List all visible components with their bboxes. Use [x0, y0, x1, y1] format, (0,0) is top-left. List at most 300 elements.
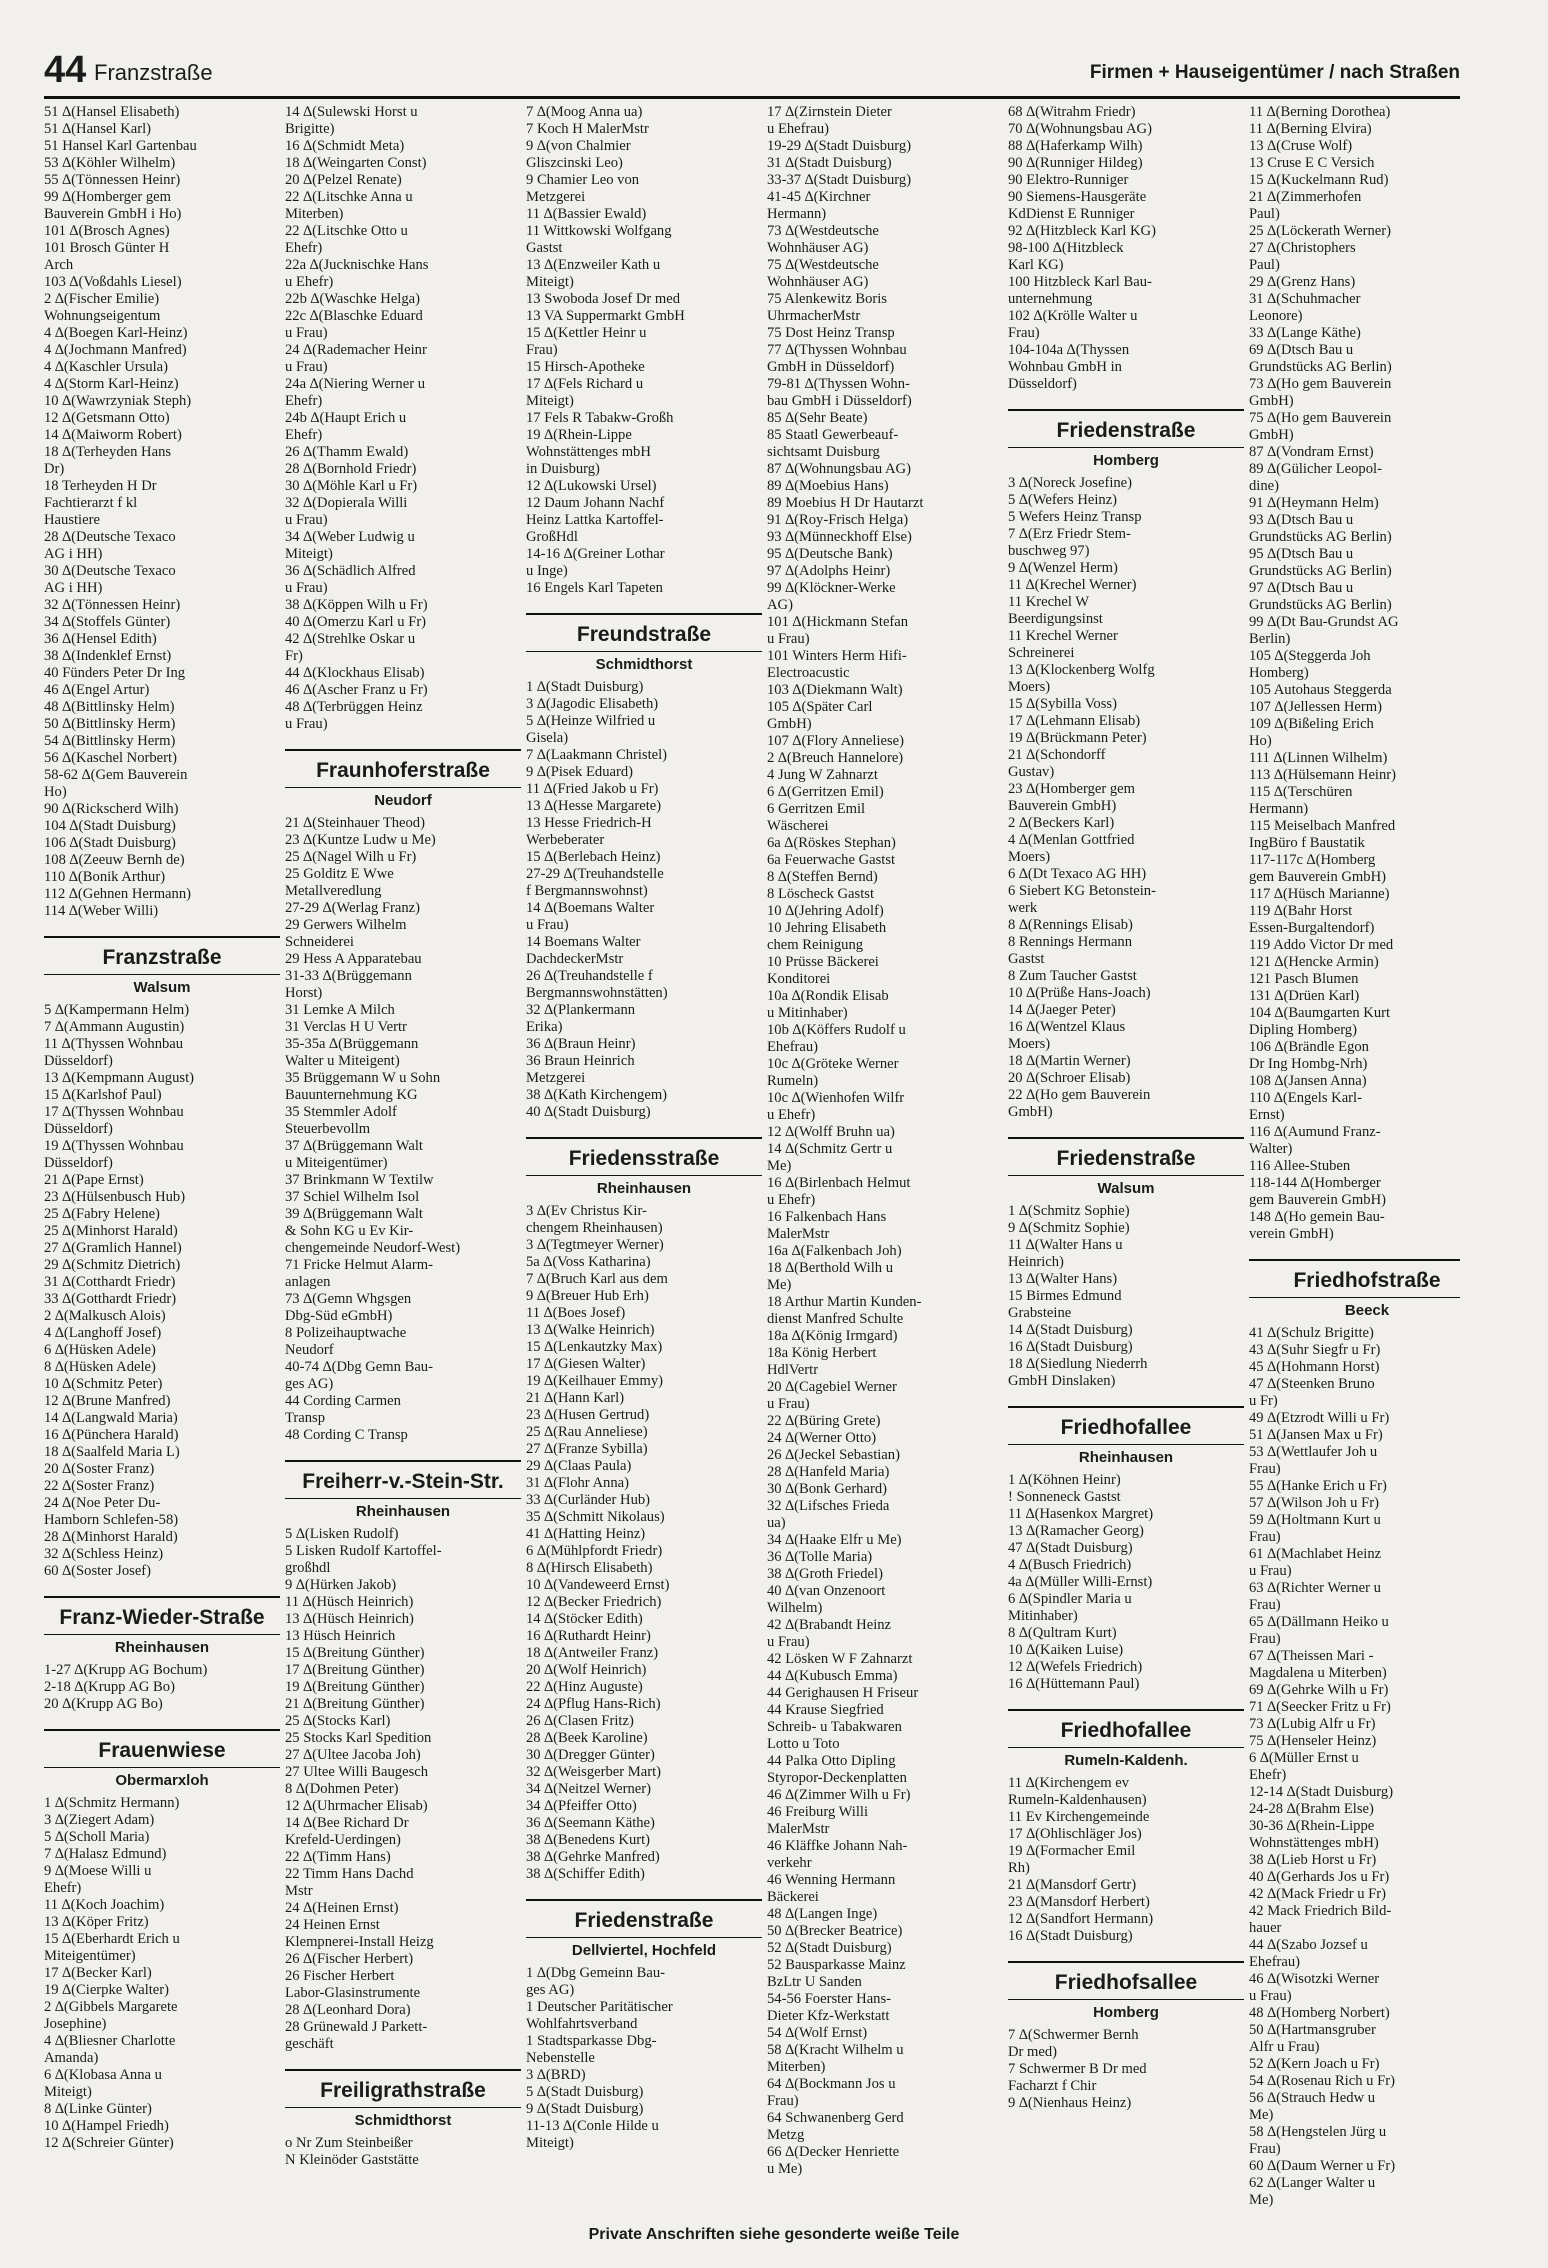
directory-entry: 40-74 ∆(Dbg Gemn Bau- — [285, 1359, 433, 1375]
directory-entry: Metzgerei — [526, 189, 586, 205]
directory-entry: 14 ∆(Jaeger Peter) — [1008, 1002, 1116, 1018]
directory-entry: Metzgerei — [526, 1070, 586, 1086]
directory-entry: Ehefr) — [285, 393, 323, 409]
directory-entry: 2 ∆(Beckers Karl) — [1008, 815, 1115, 831]
directory-entry: 16 ∆(Schmidt Meta) — [285, 138, 405, 154]
directory-entry: 13 ∆(Walter Hans) — [1008, 1271, 1118, 1287]
directory-entry: 62 ∆(Langer Walter u — [1249, 2175, 1376, 2191]
directory-entry: Grundstücks AG Berlin) — [1249, 563, 1392, 579]
directory-entry: GmbH Dinslaken) — [1008, 1373, 1116, 1389]
directory-entry: Metzg — [767, 2127, 805, 2143]
directory-entry: 48 ∆(Bittlinsky Helm) — [44, 699, 175, 715]
directory-entry: 51 ∆(Hansel Elisabeth) — [44, 104, 180, 120]
directory-entry: Bauunternehmung KG — [285, 1087, 418, 1103]
directory-entry: 36 ∆(Seemann Käthe) — [526, 1815, 655, 1831]
directory-entry: Beerdigungsinst — [1008, 611, 1103, 627]
directory-entry: 28 ∆(Beek Karoline) — [526, 1730, 648, 1746]
directory-entry: unternehmung — [1008, 291, 1093, 307]
directory-entry: 24 ∆(Heinen Ernst) — [285, 1900, 399, 1916]
directory-entry: 21 ∆(Schondorff — [1008, 747, 1106, 763]
directory-entry: Transp — [285, 1410, 326, 1426]
directory-entry: 30 ∆(Bonk Gerhard) — [767, 1481, 887, 1497]
directory-entry: 8 Polizeihauptwache — [285, 1325, 407, 1341]
directory-entry: 8 Zum Taucher Gastst — [1008, 968, 1137, 984]
district-label: Homberg — [1093, 452, 1159, 469]
directory-entry: sichtsamt Duisburg — [767, 444, 880, 460]
directory-entry: 46 Kläffke Johann Nah- — [767, 1838, 908, 1854]
directory-entry: 19 ∆(Breitung Günther) — [285, 1679, 425, 1695]
directory-entry: Düsseldorf) — [44, 1053, 113, 1069]
directory-entry: 5 ∆(Lisken Rudolf) — [285, 1526, 399, 1542]
directory-entry: 75 ∆(Ho gem Bauverein — [1249, 410, 1392, 426]
directory-entry: 24 ∆(Pflug Hans-Rich) — [526, 1696, 661, 1712]
directory-entry: chem Reinigung — [767, 937, 864, 953]
directory-entry: 4 ∆(Menlan Gottfried — [1008, 832, 1135, 848]
directory-entry: 4 ∆(Busch Friedrich) — [1008, 1557, 1132, 1573]
directory-entry: 47 ∆(Steenken Bruno — [1249, 1376, 1375, 1392]
directory-entry: Miteigt) — [526, 274, 574, 290]
directory-entry: 12 ∆(Sandfort Hermann) — [1008, 1911, 1154, 1927]
directory-entry: 31 ∆(Cotthardt Friedr) — [44, 1274, 176, 1290]
directory-entry: u Frau) — [285, 716, 328, 732]
directory-entry: 99 ∆(Klöckner-Werke — [767, 580, 896, 596]
directory-entry: 101 Winters Herm Hifi- — [767, 648, 907, 664]
directory-entry: 105 ∆(Steggerda Joh — [1249, 648, 1371, 664]
directory-entry: 33 ∆(Lange Käthe) — [1249, 325, 1361, 341]
directory-entry: 21 ∆(Pape Ernst) — [44, 1172, 144, 1188]
directory-entry: in Duisburg) — [526, 461, 600, 477]
directory-entry: 32 ∆(Schless Heinz) — [44, 1546, 164, 1562]
directory-entry: 18 ∆(Antweiler Franz) — [526, 1645, 659, 1661]
directory-entry: 50 ∆(Bittlinsky Herm) — [44, 716, 176, 732]
directory-entry: Moers) — [1008, 679, 1051, 695]
directory-entry: u Ehefrau) — [767, 121, 829, 137]
directory-entry: 35-35a ∆(Brüggemann — [285, 1036, 419, 1052]
directory-entry: 9 ∆(Breuer Hub Erh) — [526, 1288, 649, 1304]
district-label: Rheinhausen — [355, 1503, 451, 1520]
directory-entry: Dieter Kfz-Werkstatt — [767, 2008, 890, 2024]
directory-entry: chengem Rheinhausen) — [526, 1220, 663, 1236]
directory-entry: u Frau) — [1249, 1988, 1292, 2004]
directory-entry: Ho) — [44, 784, 67, 800]
directory-entry: 13 VA Suppermarkt GmbH — [526, 308, 685, 324]
directory-entry: Düsseldorf) — [1008, 376, 1077, 392]
directory-entry: Me) — [767, 1277, 792, 1293]
directory-entry: 90 Elektro-Runniger — [1008, 172, 1129, 188]
directory-entry: 18 ∆(Terheyden Hans — [44, 444, 172, 460]
directory-entry: Miteigt) — [285, 546, 333, 562]
directory-entry: 108 ∆(Zeeuw Bernh de) — [44, 852, 185, 868]
directory-entry: großhdl — [285, 1560, 331, 1576]
district-label: Dellviertel, Hochfeld — [571, 1942, 717, 1959]
directory-entry: 49 ∆(Etzrodt Willi u Fr) — [1249, 1410, 1390, 1426]
directory-entry: 9 ∆(Pisek Eduard) — [526, 764, 634, 780]
directory-entry: 10c ∆(Gröteke Werner — [767, 1056, 899, 1072]
directory-entry: 7 ∆(Ammann Augustin) — [44, 1019, 185, 1035]
directory-entry: Ehefrau) — [1249, 1954, 1301, 1970]
directory-entry: 6 ∆(Dt Texaco AG HH) — [1008, 866, 1147, 882]
directory-entry: GroßHdl — [526, 529, 578, 545]
directory-entry: 52 ∆(Kern Joach u Fr) — [1249, 2056, 1380, 2072]
directory-entry: 22 ∆(Litschke Otto u — [285, 223, 408, 239]
directory-entry: 12 ∆(Wefels Friedrich) — [1008, 1659, 1143, 1675]
directory-entry: Hermann) — [1249, 801, 1309, 817]
footer-note: Private Anschriften siehe gesonderte weiße Teile — [588, 2226, 960, 2243]
directory-entry: 38 ∆(Groth Friedel) — [767, 1566, 883, 1582]
directory-entry: Miteigentümer) — [44, 1948, 136, 1964]
directory-entry: u Frau) — [285, 359, 328, 375]
directory-entry: BzLtr U Sanden — [767, 1974, 862, 1990]
directory-entry: 15 ∆(Eberhardt Erich u — [44, 1931, 180, 1947]
directory-entry: Konditorei — [767, 971, 831, 987]
directory-entry: 13 ∆(Köper Fritz) — [44, 1914, 149, 1930]
directory-entry: dine) — [1249, 478, 1279, 494]
directory-entry: 34 ∆(Stoffels Günter) — [44, 614, 171, 630]
directory-entry: 6a Feuerwache Gastst — [767, 852, 896, 868]
directory-entry: 5 ∆(Heinze Wilfried u — [526, 713, 656, 729]
page-title: Firmen + Hauseigentümer / nach Straßen — [1089, 62, 1460, 83]
directory-entry: 7 ∆(Schwermer Bernh — [1008, 2027, 1139, 2043]
directory-entry: 25 Golditz E Wwe — [285, 866, 394, 882]
directory-entry: Walter) — [1249, 1141, 1293, 1157]
directory-entry: 73 ∆(Gemn Whgsgen — [285, 1291, 412, 1307]
directory-entry: 26 Fischer Herbert — [285, 1968, 395, 1984]
directory-entry: 46 Freiburg Willi — [767, 1804, 869, 1820]
directory-entry: Alfr u Frau) — [1249, 2039, 1320, 2055]
directory-entry: 9 ∆(Wenzel Herm) — [1008, 560, 1118, 576]
street-heading: Friedhofallee — [1008, 1406, 1244, 1445]
directory-entry: 46 ∆(Wisotzki Werner — [1249, 1971, 1380, 1987]
directory-entry: 26 ∆(Clasen Fritz) — [526, 1713, 634, 1729]
directory-entry: 90 Siemens-Hausgeräte — [1008, 189, 1147, 205]
directory-entry: 10 Prüsse Bäckerei — [767, 954, 879, 970]
directory-entry: 23 ∆(Homberger gem — [1008, 781, 1135, 797]
directory-entry: 30 ∆(Deutsche Texaco — [44, 563, 176, 579]
directory-entry: Steuerbevollm — [285, 1121, 371, 1137]
directory-entry: 16 ∆(Birlenbach Helmut — [767, 1175, 911, 1191]
directory-entry: 1-27 ∆(Krupp AG Bochum) — [44, 1662, 208, 1678]
directory-entry: 93 ∆(Dtsch Bau u — [1249, 512, 1354, 528]
directory-entry: 3 ∆(BRD) — [526, 2067, 586, 2083]
directory-entry: 11 ∆(Hasenkox Margret) — [1008, 1506, 1154, 1522]
directory-entry: Rh) — [1008, 1860, 1030, 1876]
directory-entry: 54-56 Foerster Hans- — [767, 1991, 892, 2007]
directory-entry: 13 ∆(Enzweiler Kath u — [526, 257, 661, 273]
directory-entry: 10 ∆(Prüße Hans-Joach) — [1008, 985, 1151, 1001]
directory-entry: N Kleinöder Gaststätte — [285, 2152, 419, 2168]
directory-entry: 8 ∆(Linke Günter) — [44, 2101, 152, 2117]
street-heading: Friedenstraße — [1008, 1137, 1244, 1176]
directory-entry: 46 ∆(Zimmer Wilh u Fr) — [767, 1787, 911, 1803]
directory-entry: 21 ∆(Steinhauer Theod) — [285, 815, 425, 831]
directory-entry: 95 ∆(Deutsche Bank) — [767, 546, 893, 562]
directory-entry: 13 ∆(Kempmann August) — [44, 1070, 194, 1086]
directory-entry: 51 ∆(Hansel Karl) — [44, 121, 151, 137]
directory-entry: u Me) — [767, 2161, 803, 2177]
directory-entry: 11-13 ∆(Conle Hilde u — [526, 2118, 659, 2134]
directory-entry: 70 ∆(Wohnungsbau AG) — [1008, 121, 1152, 137]
directory-entry: 29 Gerwers Wilhelm — [285, 917, 407, 933]
directory-entry: 121 ∆(Hencke Armin) — [1249, 954, 1379, 970]
directory-entry: 31 ∆(Flohr Anna) — [526, 1475, 629, 1491]
directory-entry: 39 ∆(Brüggemann Walt — [285, 1206, 423, 1222]
directory-entry: 5a ∆(Voss Katharina) — [526, 1254, 651, 1270]
street-heading: Freiligrathstraße — [285, 2069, 521, 2108]
directory-entry: 75 ∆(Henseler Heinz) — [1249, 1733, 1377, 1749]
directory-entry: 5 ∆(Stadt Duisburg) — [526, 2084, 644, 2100]
directory-entry: 17 ∆(Zirnstein Dieter — [767, 104, 892, 120]
directory-entry: Magdalena u Miterben) — [1249, 1665, 1387, 1681]
directory-entry: 77 ∆(Thyssen Wohnbau — [767, 342, 907, 358]
directory-entry: 38 ∆(Kath Kirchengem) — [526, 1087, 668, 1103]
directory-entry: MalerMstr — [767, 1821, 830, 1837]
street-heading: Friedensstraße — [526, 1137, 762, 1176]
directory-entry: 22 ∆(Litschke Anna u — [285, 189, 413, 205]
directory-entry: 98-100 ∆(Hitzbleck — [1008, 240, 1124, 256]
directory-entry: 14 ∆(Boemans Walter — [526, 900, 655, 916]
directory-entry: Wohnbau GmbH in — [1008, 359, 1122, 375]
directory-entry: 113 ∆(Hülsemann Heinr) — [1249, 767, 1396, 783]
directory-entry: 64 Schwanenberg Gerd — [767, 2110, 904, 2126]
directory-entry: 11 ∆(Krechel Werner) — [1008, 577, 1137, 593]
directory-entry: 107 ∆(Flory Anneliese) — [767, 733, 905, 749]
directory-entry: 6 ∆(Spindler Maria u — [1008, 1591, 1132, 1607]
directory-entry: Karl KG) — [1008, 257, 1064, 273]
directory-entry: 51 ∆(Jansen Max u Fr) — [1249, 1427, 1383, 1443]
directory-entry: 11 ∆(Berning Elvira) — [1249, 121, 1372, 137]
directory-entry: 15 Hirsch-Apotheke — [526, 359, 645, 375]
directory-entry: 60 ∆(Daum Werner u Fr) — [1249, 2158, 1396, 2174]
directory-entry: KdDienst E Runniger — [1008, 206, 1135, 222]
directory-entry: 5 ∆(Kampermann Helm) — [44, 1002, 190, 1018]
directory-entry: 44 ∆(Klockhaus Elisab) — [285, 665, 425, 681]
directory-entry: 28 ∆(Deutsche Texaco — [44, 529, 176, 545]
directory-entry: 28 ∆(Hanfeld Maria) — [767, 1464, 890, 1480]
directory-entry: AG i HH) — [44, 546, 103, 562]
directory-entry: 35 Brüggemann W u Sohn — [285, 1070, 441, 1086]
directory-entry: 32 ∆(Lifsches Frieda — [767, 1498, 890, 1514]
directory-entry: Fachtierarzt f kl — [44, 495, 138, 511]
directory-entry: 44 ∆(Kubusch Emma) — [767, 1668, 898, 1684]
directory-entry: 104 ∆(Baumgarten Kurt — [1249, 1005, 1391, 1021]
directory-entry: 11 Ev Kirchengemeinde — [1008, 1809, 1150, 1825]
column-1 — [44, 104, 280, 2224]
directory-entry: 15 ∆(Sybilla Voss) — [1008, 696, 1117, 712]
directory-entry: 106 ∆(Stadt Duisburg) — [44, 835, 176, 851]
directory-entry: ua) — [767, 1515, 786, 1531]
directory-entry: 13 Swoboda Josef Dr med — [526, 291, 681, 307]
directory-entry: 22 Timm Hans Dachd — [285, 1866, 414, 1882]
directory-entry: 11 Wittkowski Wolfgang — [526, 223, 672, 239]
directory-entry: 87 ∆(Vondram Ernst) — [1249, 444, 1374, 460]
directory-entry: 73 ∆(Ho gem Bauverein — [1249, 376, 1392, 392]
directory-entry: 117 ∆(Hüsch Marianne) — [1249, 886, 1390, 902]
directory-entry: 26 ∆(Treuhandstelle f — [526, 968, 653, 984]
directory-entry: 50 ∆(Hartmansgruber — [1249, 2022, 1376, 2038]
directory-entry: 58 ∆(Kracht Wilhelm u — [767, 2042, 904, 2058]
directory-entry: 13 ∆(Walke Heinrich) — [526, 1322, 655, 1338]
directory-entry: 42 Lösken W F Zahnarzt — [767, 1651, 913, 1667]
directory-entry: 101 ∆(Brosch Agnes) — [44, 223, 170, 239]
directory-entry: 7 ∆(Moog Anna ua) — [526, 104, 643, 120]
directory-entry: 15 ∆(Kettler Heinr u — [526, 325, 647, 341]
directory-entry: 11 ∆(Koch Joachim) — [44, 1897, 165, 1913]
directory-entry: 109 ∆(Bißeling Erich — [1249, 716, 1374, 732]
directory-entry: 59 ∆(Holtmann Kurt u — [1249, 1512, 1381, 1528]
directory-entry: 37 Brinkmann W Textilw — [285, 1172, 434, 1188]
directory-entry: 5 Lisken Rudolf Kartoffel- — [285, 1543, 442, 1559]
street-heading: Friedhofstraße — [1249, 1259, 1460, 1298]
directory-entry: 25 ∆(Fabry Helene) — [44, 1206, 160, 1222]
directory-entry: 12 ∆(Uhrmacher Elisab) — [285, 1798, 428, 1814]
directory-entry: 19 ∆(Formacher Emil — [1008, 1843, 1136, 1859]
district-label: Schmidthorst — [354, 2112, 452, 2129]
directory-entry: 87 ∆(Wohnungsbau AG) — [767, 461, 911, 477]
directory-entry: u Inge) — [526, 563, 568, 579]
directory-entry: 11 ∆(Fried Jakob u Fr) — [526, 781, 659, 797]
directory-entry: 75 Alenkewitz Boris — [767, 291, 887, 307]
directory-entry: 105 ∆(Später Carl — [767, 699, 873, 715]
directory-entry: Gliszcinski Leo) — [526, 155, 623, 171]
directory-entry: 24 ∆(Werner Otto) — [767, 1430, 877, 1446]
directory-entry: 13 ∆(Hüsch Heinrich) — [285, 1611, 414, 1627]
directory-entry: 91 ∆(Roy-Frisch Helga) — [767, 512, 909, 528]
directory-entry: 115 Meiselbach Manfred — [1249, 818, 1396, 834]
directory-entry: 111 ∆(Linnen Wilhelm) — [1249, 750, 1388, 766]
directory-entry: 17 Fels R Tabakw-Großh — [526, 410, 674, 426]
directory-entry: Neudorf — [285, 1342, 334, 1358]
directory-entry: 38 ∆(Köppen Wilh u Fr) — [285, 597, 428, 613]
directory-entry: 56 ∆(Strauch Hedw u — [1249, 2090, 1376, 2106]
directory-entry: 101 Brosch Günter H — [44, 240, 170, 256]
directory-entry: 103 ∆(Voßdahls Liesel) — [44, 274, 182, 290]
directory-entry: Grabsteine — [1008, 1305, 1072, 1321]
directory-entry: 55 ∆(Tönnessen Heinr) — [44, 172, 181, 188]
street-heading: Franzstraße — [44, 936, 280, 975]
directory-entry: 22 ∆(Soster Franz) — [44, 1478, 155, 1494]
directory-entry: DachdeckerMstr — [526, 951, 624, 967]
directory-entry: 20 ∆(Wolf Heinrich) — [526, 1662, 647, 1678]
directory-entry: 75 Dost Heinz Transp — [767, 325, 895, 341]
directory-entry: 48 ∆(Terbrüggen Heinz — [285, 699, 423, 715]
directory-entry: u Frau) — [1249, 1563, 1292, 1579]
directory-entry: 90 ∆(Runniger Hildeg) — [1008, 155, 1143, 171]
directory-entry: 27 Ultee Willi Baugesch — [285, 1764, 429, 1780]
directory-entry: 13 Cruse E C Versich — [1249, 155, 1375, 171]
directory-entry: 32 ∆(Tönnessen Heinr) — [44, 597, 181, 613]
directory-entry: 2-18 ∆(Krupp AG Bo) — [44, 1679, 175, 1695]
directory-entry: 110 ∆(Bonik Arthur) — [44, 869, 166, 885]
directory-entry: 44 Palka Otto Dipling — [767, 1753, 896, 1769]
directory-entry: Miteigt) — [526, 393, 574, 409]
directory-entry: 16 Engels Karl Tapeten — [526, 580, 663, 596]
directory-entry: Wohnstättenges mbH) — [1249, 1835, 1379, 1851]
directory-entry: 89 Moebius H Dr Hautarzt — [767, 495, 924, 511]
directory-entry: 7 ∆(Halasz Edmund) — [44, 1846, 167, 1862]
directory-entry: Wohnhäuser AG) — [767, 274, 869, 290]
directory-entry: 11 ∆(Walter Hans u — [1008, 1237, 1123, 1253]
directory-entry: 107 ∆(Jellessen Herm) — [1249, 699, 1382, 715]
directory-entry: Düsseldorf) — [44, 1121, 113, 1137]
directory-entry: 15 ∆(Kuckelmann Rud) — [1249, 172, 1389, 188]
directory-entry: 13 Hüsch Heinrich — [285, 1628, 396, 1644]
directory-entry: Bergmannswohnstätten) — [526, 985, 668, 1001]
directory-entry: Moers) — [1008, 849, 1051, 865]
directory-entry: 4 ∆(Bliesner Charlotte — [44, 2033, 176, 2049]
directory-entry: 24 ∆(Noe Peter Du- — [44, 1495, 161, 1511]
directory-entry: 121 Pasch Blumen — [1249, 971, 1359, 987]
directory-entry: 24b ∆(Haupt Erich u — [285, 410, 407, 426]
directory-entry: 41-45 ∆(Kirchner — [767, 189, 871, 205]
district-label: Obermarxloh — [115, 1772, 209, 1789]
directory-entry: 91 ∆(Heymann Helm) — [1249, 495, 1379, 511]
directory-entry: Werbeberater — [526, 832, 605, 848]
directory-entry: Hermann) — [767, 206, 827, 222]
directory-entry: 23 ∆(Husen Gertrud) — [526, 1407, 650, 1423]
directory-entry: 28 ∆(Bornhold Friedr) — [285, 461, 417, 477]
directory-entry: 27 ∆(Ultee Jacoba Joh) — [285, 1747, 421, 1763]
directory-entry: 119 ∆(Bahr Horst — [1249, 903, 1353, 919]
directory-entry: 22 ∆(Timm Hans) — [285, 1849, 391, 1865]
directory-entry: 13 ∆(Klockenberg Wolfg — [1008, 662, 1155, 678]
directory-entry: 18 ∆(Siedlung Niederrh — [1008, 1356, 1148, 1372]
directory-entry: 29 ∆(Claas Paula) — [526, 1458, 632, 1474]
directory-entry: 5 ∆(Wefers Heinz) — [1008, 492, 1118, 508]
directory-entry: 38 ∆(Lieb Horst u Fr) — [1249, 1852, 1377, 1868]
directory-entry: u Ehefr) — [767, 1192, 816, 1208]
directory-entry: 36 ∆(Braun Heinr) — [526, 1036, 636, 1052]
directory-entry: 52 ∆(Stadt Duisburg) — [767, 1940, 892, 1956]
directory-entry: 9 ∆(Moese Willi u — [44, 1863, 152, 1879]
directory-entry: 60 ∆(Soster Josef) — [44, 1563, 152, 1579]
directory-entry: MalerMstr — [767, 1226, 830, 1242]
directory-entry: 22 ∆(Hinz Auguste) — [526, 1679, 643, 1695]
directory-entry: 4a ∆(Müller Willi-Ernst) — [1008, 1574, 1153, 1590]
directory-entry: Styropor-Deckenplatten — [767, 1770, 907, 1786]
directory-entry: Bauverein GmbH) — [1008, 798, 1117, 814]
directory-entry: 37 Schiel Wilhelm Isol — [285, 1189, 420, 1205]
directory-entry: 26 ∆(Jeckel Sebastian) — [767, 1447, 900, 1463]
directory-entry: 19-29 ∆(Stadt Duisburg) — [767, 138, 912, 154]
district-label: Neudorf — [374, 792, 432, 809]
directory-entry: 118-144 ∆(Homberger — [1249, 1175, 1381, 1191]
directory-entry: 32 ∆(Weisgerber Mart) — [526, 1764, 661, 1780]
directory-entry: 44 Cording Carmen — [285, 1393, 401, 1409]
directory-entry: 19 ∆(Rhein-Lippe — [526, 427, 632, 443]
directory-entry: 2 ∆(Fischer Emilie) — [44, 291, 160, 307]
directory-entry: 8 ∆(Steffen Bernd) — [767, 869, 878, 885]
directory-entry: Bäckerei — [767, 1889, 819, 1905]
directory-entry: Amanda) — [44, 2050, 99, 2066]
directory-entry: 42 ∆(Strehlke Oskar u — [285, 631, 416, 647]
directory-entry: 12 ∆(Lukowski Ursel) — [526, 478, 657, 494]
directory-entry: 42 ∆(Brabandt Heinz — [767, 1617, 892, 1633]
directory-entry: Heinrich) — [1008, 1254, 1064, 1270]
directory-entry: gem Bauverein GmbH) — [1249, 1192, 1386, 1208]
directory-entry: 23 ∆(Kuntze Ludw u Me) — [285, 832, 436, 848]
directory-entry: 58-62 ∆(Gem Bauverein — [44, 767, 188, 783]
directory-entry: 26 ∆(Thamm Ewald) — [285, 444, 409, 460]
directory-entry: Dipling Homberg) — [1249, 1022, 1357, 1038]
directory-entry: 47 ∆(Stadt Duisburg) — [1008, 1540, 1133, 1556]
directory-entry: 25 ∆(Stocks Karl) — [285, 1713, 391, 1729]
directory-entry: Dbg-Süd eGmbH) — [285, 1308, 393, 1324]
directory-entry: 3 ∆(Ev Christus Kir- — [526, 1203, 647, 1219]
directory-entry: Wohlfahrtsverband — [526, 2016, 638, 2032]
directory-entry: 16 ∆(Stadt Duisburg) — [1008, 1928, 1133, 1944]
directory-entry: hauer — [1249, 1920, 1282, 1936]
running-street-name: Franzstraße — [94, 60, 213, 85]
